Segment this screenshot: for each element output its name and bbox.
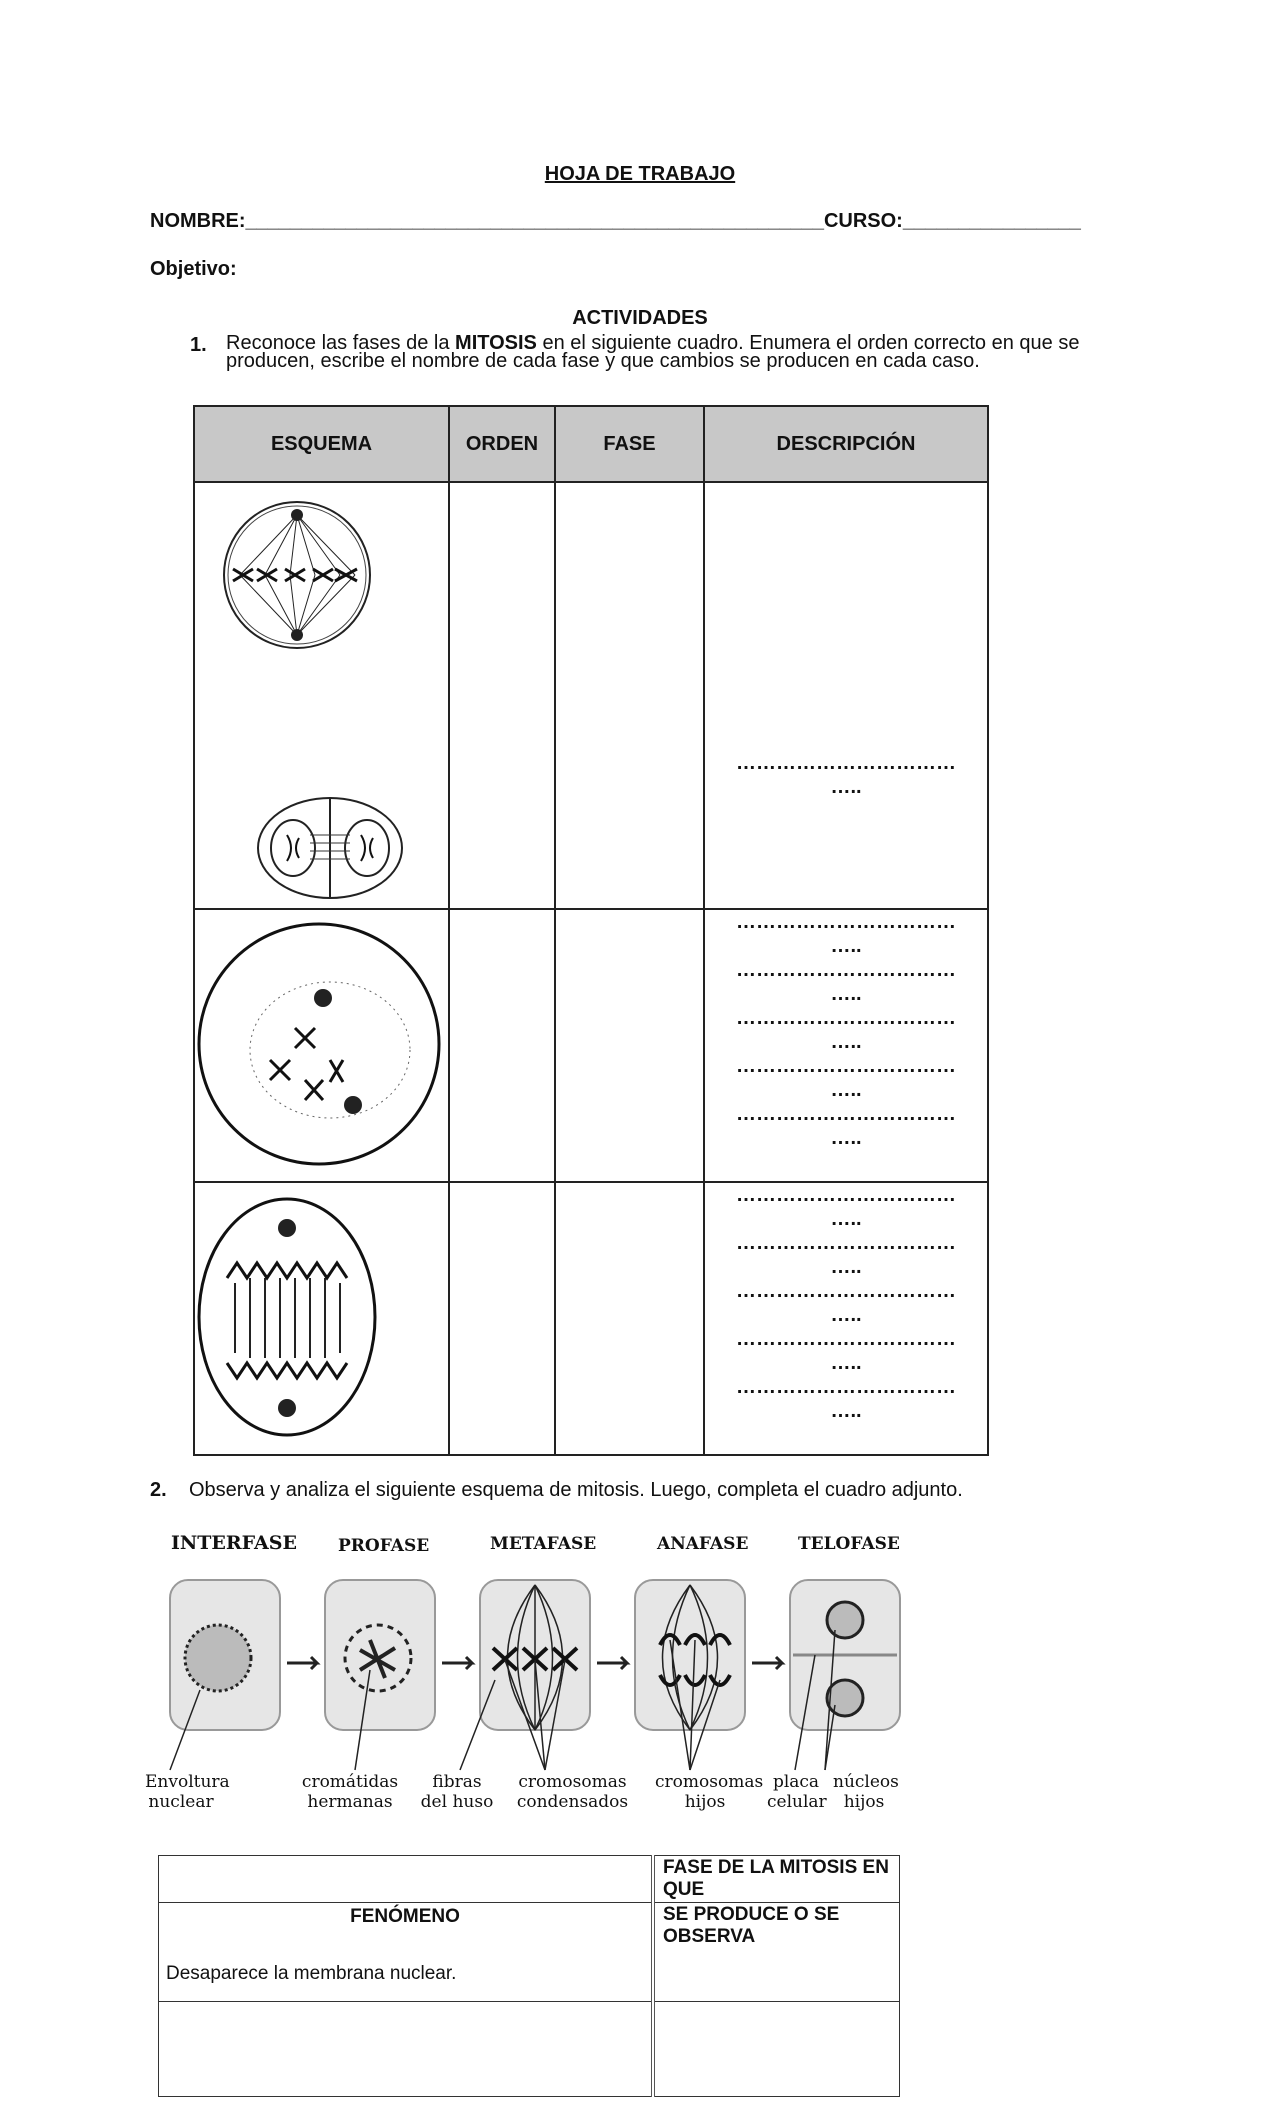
orden-cell[interactable]: [449, 909, 555, 1182]
descripcion-cell[interactable]: [704, 1182, 988, 1455]
question-1-number: 1.: [190, 334, 207, 356]
esquema-cell: [194, 482, 449, 909]
phase-label-metafase: METAFASE: [490, 1534, 597, 1554]
dotted-tail: …..: [830, 1031, 862, 1053]
mitosis-phases-table: [193, 405, 989, 1456]
fenomeno-header: FENÓMENO: [350, 1906, 460, 1927]
fenomeno-table: [158, 1855, 900, 2097]
descripcion-cell[interactable]: [704, 909, 988, 1182]
table-row: [159, 2002, 900, 2097]
label-cromosomas-condensados: cromosomas condensados: [516, 1772, 629, 1812]
fase-header-bottom: SE PRODUCE O SE OBSERVA: [663, 1904, 840, 1947]
dotted-tail: …..: [830, 1400, 862, 1422]
orden-cell[interactable]: [449, 482, 555, 909]
table-row: [194, 482, 988, 909]
table2-header-row-1: [159, 1856, 900, 1903]
table2-header-row-2: [159, 1903, 900, 2002]
esquema-cell: [194, 909, 449, 1182]
question-2-text: Observa y analiza el siguiente esquema de mitosis. Luego, completa el cuadro adjunto.: [189, 1479, 963, 1501]
fase-cell[interactable]: [555, 909, 704, 1182]
fase-header-top: FASE DE LA MITOSIS EN QUE: [653, 1856, 900, 1903]
prophase-image: [195, 910, 448, 1176]
activities-heading: ACTIVIDADES: [572, 307, 708, 329]
q1-text-end: en el siguiente cuadro. Enumera el orden correcto en que se producen, escribe el nombre de cada fase y que cambios se producen en cada caso.: [226, 332, 1080, 372]
phase-label-profase: PROFASE: [338, 1536, 430, 1556]
dotted-tail: …..: [830, 1208, 862, 1230]
name-course-line: [150, 210, 1081, 233]
nombre-label: NOMBRE:: [150, 210, 246, 232]
dotted-line: ……………………………: [736, 1232, 956, 1254]
table-row: [194, 909, 988, 1182]
q1-text-bold: MITOSIS: [455, 332, 537, 354]
anaphase-image: [195, 1183, 448, 1449]
label-placa: placa celular: [767, 1772, 827, 1812]
metaphase-telophase-image: [195, 483, 448, 903]
label-fibras: fibras del huso: [420, 1772, 494, 1812]
descripcion-cell[interactable]: [704, 482, 988, 909]
dotted-tail: …..: [830, 776, 862, 798]
header-fase: FASE: [555, 406, 704, 482]
dotted-tail: …..: [830, 1079, 862, 1101]
label-cromatidas: cromátidas hermanas: [301, 1772, 399, 1812]
phase-label-anafase: ANAFASE: [657, 1534, 749, 1554]
fase-empty-cell[interactable]: [653, 2002, 900, 2097]
dotted-line: ……………………………: [736, 1103, 956, 1125]
fase-cell[interactable]: [555, 1182, 704, 1455]
header-orden: ORDEN: [449, 406, 555, 482]
dotted-line: ……………………………: [736, 1184, 956, 1206]
dotted-line: ……………………………: [736, 1328, 956, 1350]
fase-cell[interactable]: [555, 482, 704, 909]
fenomeno-empty-cell[interactable]: [159, 2002, 654, 2097]
dotted-line: ……………………………: [736, 1007, 956, 1029]
dotted-line: ……………………………: [736, 1280, 956, 1302]
row1-fenomeno: Desaparece la membrana nuclear.: [166, 1963, 457, 1984]
table-header-row: [194, 406, 988, 482]
dotted-tail: …..: [830, 1304, 862, 1326]
fase-answer-cell[interactable]: [653, 1903, 900, 2002]
phase-label-telofase: TELOFASE: [798, 1534, 900, 1554]
label-nucleos: núcleos hijos: [833, 1772, 899, 1812]
dotted-line: ……………………………: [736, 1376, 956, 1398]
question-2-number: 2.: [150, 1479, 167, 1501]
curso-field[interactable]: ________________: [902, 210, 1081, 232]
dotted-tail: …..: [830, 983, 862, 1005]
empty-header-cell: [159, 1856, 654, 1903]
dotted-line: ……………………………: [736, 1055, 956, 1077]
dotted-tail: …..: [830, 1352, 862, 1374]
dotted-line: ……………………………: [736, 752, 956, 774]
header-esquema: ESQUEMA: [194, 406, 449, 482]
label-envoltura: Envoltura nuclear: [145, 1772, 230, 1812]
esquema-cell: [194, 1182, 449, 1455]
dotted-line: ……………………………: [736, 911, 956, 933]
dotted-tail: …..: [830, 935, 862, 957]
dotted-line: ……………………………: [736, 959, 956, 981]
label-cromosomas-hijos: cromosomas hijos: [655, 1772, 764, 1812]
table-row: [194, 1182, 988, 1455]
mitosis-diagram: [145, 1530, 945, 1830]
question-1-text: [226, 334, 1126, 370]
dotted-tail: …..: [830, 1256, 862, 1278]
phase-label-interfase: INTERFASE: [171, 1532, 297, 1554]
dotted-tail: …..: [830, 1127, 862, 1149]
curso-label: CURSO:: [823, 210, 903, 232]
nombre-field[interactable]: ____________________________________________________: [245, 210, 824, 232]
objetivo-label: Objetivo:: [150, 258, 237, 280]
page-title: HOJA DE TRABAJO: [544, 163, 736, 185]
orden-cell[interactable]: [449, 1182, 555, 1455]
fenomeno-cell: [159, 1903, 654, 2002]
q1-text-start: Reconoce las fases de la: [226, 332, 456, 354]
header-descripcion: DESCRIPCIÓN: [704, 406, 988, 482]
